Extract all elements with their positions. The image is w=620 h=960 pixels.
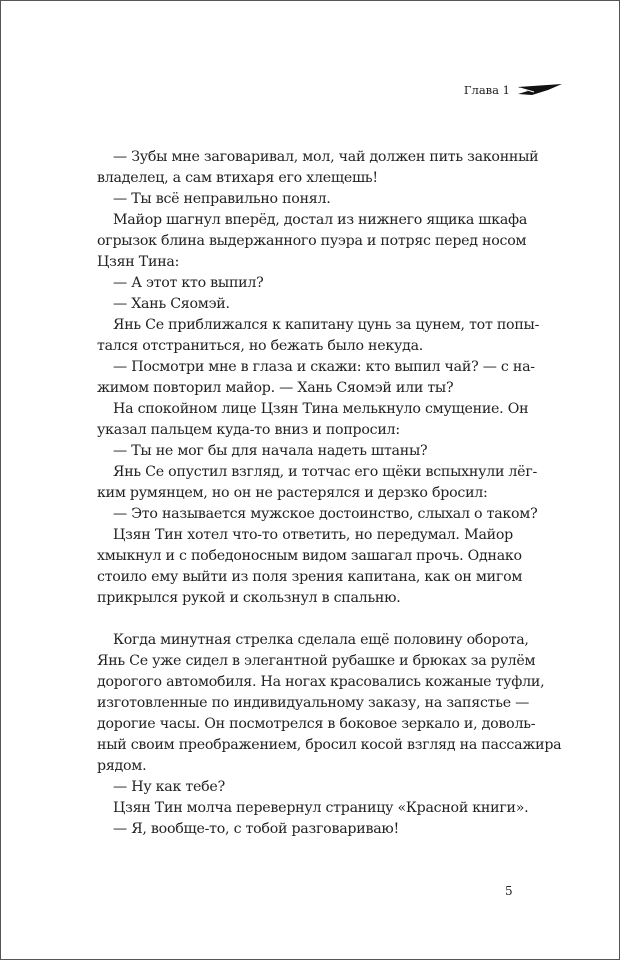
paragraph <box>97 777 513 798</box>
page-number: 5 <box>505 884 513 898</box>
section-break <box>97 609 513 630</box>
feather-quill-icon <box>518 84 562 96</box>
text-line: дорогого автомобиля. На ногах красовались кожаные туфли, <box>97 674 545 690</box>
paragraph <box>97 462 538 504</box>
text-line: рядом. <box>97 758 147 774</box>
text-line: — Посмотри мне в глаза и скажи: кто выпил чай? — с на- <box>113 359 535 375</box>
paragraph <box>97 525 523 609</box>
text-line: жимом повторил майор. — Хань Сяомэй или ты? <box>97 380 454 396</box>
paragraph <box>97 189 513 210</box>
text-line: Цзян Тин молча перевернул страницу «Красной книги». <box>113 800 529 816</box>
text-line: Янь Се опустил взгляд, и тотчас его щёки вспыхнули лёг- <box>113 464 538 480</box>
text-line: На спокойном лице Цзян Тина мелькнуло смущение. Он <box>113 401 529 417</box>
text-line: дорогие часы. Он посмотрелся в боковое зеркало и, доволь- <box>97 716 536 732</box>
text-line: Когда минутная стрелка сделала ещё половину оборота, <box>113 632 529 648</box>
text-line: ким румянцем, но он не растерялся и дерзко бросил: <box>97 485 488 501</box>
body-text <box>97 147 562 840</box>
text-line: — Хань Сяомэй. <box>113 296 230 312</box>
text-line: изготовленные по индивидуальному заказу, на запястье — <box>97 695 530 711</box>
text-line: — Зубы мне заговаривал, мол, чай должен пить законный <box>113 149 539 165</box>
paragraph <box>97 504 538 525</box>
paragraph <box>97 147 539 189</box>
text-line: — Ну как тебе? <box>113 779 225 795</box>
chapter-title: Глава 1 <box>463 83 510 97</box>
paragraph <box>97 819 513 840</box>
text-line: хмыкнул и с победоносным видом зашагал прочь. Однако <box>97 548 522 564</box>
text-line: — Ты всё неправильно понял. <box>113 191 331 207</box>
text-line: Янь Се уже сидел в элегантной рубашке и брюках за рулём <box>97 653 536 669</box>
text-line: указал пальцем куда-то вниз и попросил: <box>97 422 400 438</box>
text-line: Цзян Тина: <box>97 254 180 270</box>
paragraph <box>97 294 513 315</box>
paragraph <box>97 441 513 462</box>
paragraph <box>97 210 528 273</box>
text-line: Майор шагнул вперёд, достал из нижнего ящика шкафа <box>113 212 528 228</box>
paragraph <box>97 798 529 819</box>
text-line: Цзян Тин хотел что-то ответить, но передумал. Майор <box>113 527 513 543</box>
text-line: тался отстраниться, но бежать было некуда. <box>97 338 424 354</box>
text-line: — Это называется мужское достоинство, слыхал о таком? <box>113 506 538 522</box>
text-line: прикрылся рукой и скользнул в спальню. <box>97 590 401 606</box>
paragraph <box>97 399 529 441</box>
paragraph <box>97 357 535 399</box>
text-line: владелец, а сам втихаря его хлещешь! <box>97 170 378 186</box>
text-line: огрызок блина выдержанного пуэра и потряс перед носом <box>97 233 527 249</box>
text-line: — Я, вообще-то, с тобой разговариваю! <box>113 821 399 837</box>
text-line: ный своим преображением, бросил косой взгляд на пассажира <box>97 737 562 753</box>
text-line: стоило ему выйти из поля зрения капитана, как он мигом <box>97 569 523 585</box>
paragraph <box>97 315 540 357</box>
paragraph <box>97 630 562 777</box>
text-line: — А этот кто выпил? <box>113 275 264 291</box>
text-line: Янь Се приближался к капитану цунь за цунем, тот попы- <box>113 317 540 333</box>
running-header <box>464 83 562 97</box>
paragraph <box>97 273 513 294</box>
text-line: — Ты не мог бы для начала надеть штаны? <box>113 443 428 459</box>
